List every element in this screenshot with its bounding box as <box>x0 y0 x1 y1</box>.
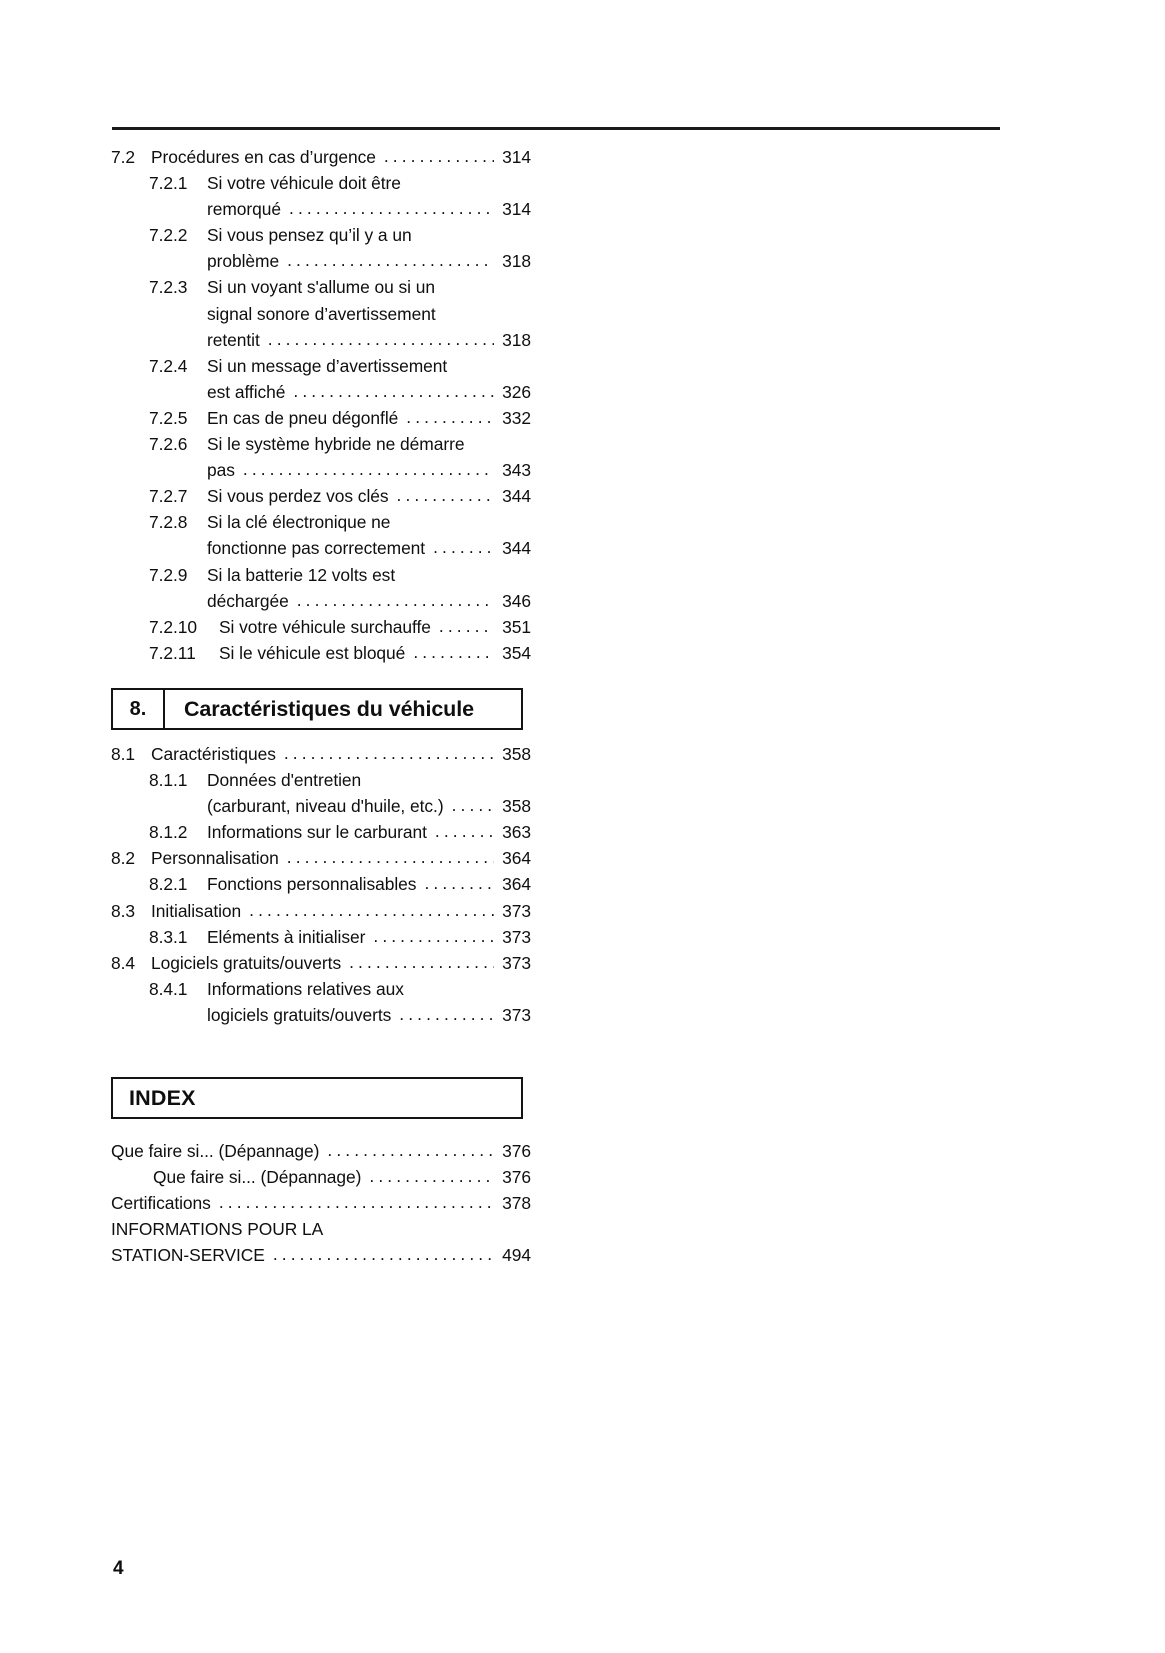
toc-entry-last-line <box>207 379 531 405</box>
toc-entry-wrapped-line <box>207 976 531 1002</box>
toc-entry-body <box>153 1164 531 1190</box>
toc-entry-last-line <box>111 1242 531 1268</box>
toc-entry-body <box>207 405 531 431</box>
toc-entry-page: 358 <box>502 796 531 817</box>
toc-section-chapter-8 <box>111 741 531 1028</box>
toc-entry-number: 7.2.5 <box>149 407 188 428</box>
toc-entry-last-line <box>207 327 531 353</box>
toc-entry-last-line <box>219 640 531 666</box>
toc-entry-number: 8.3.1 <box>149 926 188 947</box>
toc-entry-last-line <box>111 1138 531 1164</box>
toc-entry[interactable] <box>111 1164 531 1190</box>
toc-entry-body <box>207 274 531 352</box>
toc-entry-title: Si vous perdez vos clés <box>207 486 389 507</box>
toc-entry[interactable] <box>111 924 531 950</box>
dot-leader <box>373 923 494 949</box>
dot-leader <box>406 404 494 430</box>
toc-entry-body <box>207 819 531 845</box>
toc-entry-title: Si un message d’avertissement <box>207 355 448 376</box>
toc-entry-title: fonctionne pas correctement <box>207 538 426 559</box>
dot-leader <box>433 534 494 560</box>
toc-entry-body <box>111 1216 531 1268</box>
toc-entry-last-line <box>207 793 531 819</box>
toc-entry-page: 376 <box>502 1141 531 1161</box>
toc-entry-number: 7.2.9 <box>149 564 188 585</box>
toc-entry-page: 364 <box>502 848 531 869</box>
toc-entry-page: 358 <box>502 744 531 764</box>
toc-entry-body <box>207 924 531 950</box>
toc-entry-last-line <box>207 819 531 845</box>
toc-entry-page: 378 <box>502 1193 531 1214</box>
toc-entry-page: 343 <box>502 460 531 481</box>
toc-entry-body <box>207 222 531 274</box>
dot-leader <box>268 326 494 352</box>
toc-entry-number: 7.2.11 <box>149 642 196 663</box>
toc-entry-title: Si vous pensez qu’il y a un <box>207 225 412 246</box>
toc-entry-page: 373 <box>502 900 531 921</box>
toc-entry-page: 373 <box>502 1004 531 1025</box>
toc-entry-wrapped-line <box>207 274 531 300</box>
toc-entry-last-line <box>207 1002 531 1028</box>
toc-entry[interactable] <box>111 819 531 845</box>
toc-entry-body <box>207 170 531 222</box>
toc-section-index <box>111 1138 531 1268</box>
toc-entry-last-line <box>207 405 531 431</box>
toc-entry[interactable] <box>111 483 531 509</box>
toc-entry-last-line <box>207 588 531 614</box>
toc-entry-body <box>151 950 531 976</box>
toc-entry-page: 363 <box>502 822 531 843</box>
toc-entry-title: Eléments à initialiser <box>207 926 366 947</box>
toc-entry[interactable] <box>111 1138 531 1164</box>
dot-leader <box>413 639 494 665</box>
toc-entry-title: déchargée <box>207 590 289 611</box>
dot-leader <box>287 844 494 870</box>
toc-entry-title: Si votre véhicule doit être <box>207 173 401 194</box>
toc-entry-title: est affiché <box>207 381 286 402</box>
toc-entry[interactable] <box>111 898 531 924</box>
dot-leader <box>435 818 494 844</box>
toc-entry-body <box>151 741 531 767</box>
toc-entry-title: Si un voyant s'allume ou si un <box>207 277 436 298</box>
toc-entry-number: 8.4 <box>111 952 136 973</box>
toc-entry-last-line <box>207 535 531 561</box>
toc-entry-page: 318 <box>502 251 531 272</box>
dot-leader <box>397 482 494 508</box>
toc-entry-body <box>207 562 531 614</box>
toc-entry-title: Caractéristiques <box>151 744 276 764</box>
toc-entry-body <box>151 845 531 871</box>
header-rule <box>112 127 1000 130</box>
dot-leader <box>327 1137 494 1163</box>
toc-entry[interactable] <box>111 144 531 170</box>
dot-leader <box>349 949 494 975</box>
toc-entry-page: 351 <box>502 616 531 637</box>
toc-entry-title: Si la batterie 12 volts est <box>207 564 396 585</box>
toc-entry-title: Si votre véhicule surchauffe <box>219 616 431 637</box>
toc-entry-page: 364 <box>502 874 531 895</box>
toc-entry-last-line <box>207 871 531 897</box>
dot-leader <box>369 1163 494 1189</box>
dot-leader <box>219 1189 494 1215</box>
toc-entry-page: 344 <box>502 538 531 559</box>
toc-entry-title: Personnalisation <box>151 848 279 869</box>
toc-entry-number: 7.2.3 <box>149 277 188 298</box>
dot-leader <box>384 143 494 169</box>
toc-entry-title: INFORMATIONS POUR LA <box>111 1219 324 1240</box>
toc-entry-page: 354 <box>502 642 531 663</box>
toc-entry-body <box>207 871 531 897</box>
toc-entry-body <box>151 898 531 924</box>
dot-leader <box>424 870 494 896</box>
toc-entry-last-line <box>207 924 531 950</box>
toc-entry-body <box>207 509 531 561</box>
toc-entry-number: 7.2.10 <box>149 616 198 637</box>
dot-leader <box>273 1241 494 1267</box>
dot-leader <box>249 897 494 923</box>
toc-entry-body <box>219 640 531 666</box>
toc-entry-page: 344 <box>502 486 531 507</box>
toc-entry-title: retentit <box>207 329 260 350</box>
toc-entry-title: remorqué <box>207 199 282 220</box>
dot-leader <box>439 613 494 639</box>
toc-entry-page: 332 <box>502 407 531 428</box>
toc-entry-last-line <box>219 614 531 640</box>
toc-entry[interactable] <box>111 1216 531 1268</box>
toc-entry[interactable] <box>111 170 531 222</box>
toc-entry-title: Certifications <box>111 1193 211 1214</box>
toc-entry-last-line <box>153 1164 531 1190</box>
toc-entry[interactable] <box>111 274 531 352</box>
toc-entry-body <box>207 431 531 483</box>
toc-entry-title: Que faire si... (Dépannage) <box>153 1167 362 1188</box>
toc-entry-last-line <box>207 483 531 509</box>
toc-entry-wrapped-line <box>207 509 531 535</box>
index-heading <box>111 1077 523 1119</box>
toc-entry-wrapped-line <box>207 353 531 379</box>
toc-entry-number: 7.2.6 <box>149 434 188 455</box>
toc-entry-last-line <box>151 741 531 767</box>
toc-entry-number: 7.2.8 <box>149 512 188 533</box>
toc-entry-number: 8.4.1 <box>149 978 188 999</box>
toc-entry-page: 314 <box>502 199 531 220</box>
toc-entry-last-line <box>207 248 531 274</box>
toc-entry-title: En cas de pneu dégonflé <box>207 407 399 428</box>
dot-leader <box>289 195 494 221</box>
toc-entry-page: 346 <box>502 590 531 611</box>
dot-leader <box>297 587 494 613</box>
toc-entry-page: 326 <box>502 381 531 402</box>
toc-entry-last-line <box>151 898 531 924</box>
toc-entry-last-line <box>207 196 531 222</box>
toc-entry-number: 8.3 <box>111 900 136 921</box>
toc-entry-page: 318 <box>502 329 531 350</box>
toc-entry[interactable] <box>111 353 531 405</box>
toc-entry-page: 373 <box>502 926 531 947</box>
toc-entry-page: 494 <box>502 1245 531 1266</box>
toc-entry[interactable] <box>111 431 531 483</box>
dot-leader <box>287 247 494 273</box>
toc-entry[interactable] <box>111 640 531 666</box>
toc-entry[interactable] <box>111 976 531 1028</box>
toc-entry-page: 376 <box>502 1167 531 1188</box>
toc-entry-title: Logiciels gratuits/ouverts <box>151 952 342 973</box>
toc-entry-body <box>207 353 531 405</box>
toc-entry-title: Initialisation <box>151 900 242 921</box>
toc-entry-wrapped-line <box>207 301 531 327</box>
toc-entry-last-line <box>151 950 531 976</box>
toc-entry-wrapped-line <box>111 1216 531 1242</box>
toc-entry-number: 7.2.4 <box>149 355 188 376</box>
toc-entry-number: 8.1.2 <box>149 822 188 843</box>
toc-entry-title: signal sonore d’avertissement <box>207 303 436 324</box>
toc-entry-body <box>111 1190 531 1216</box>
toc-entry-title: pas <box>207 460 235 481</box>
chapter-title: Caractéristiques du véhicule <box>184 696 474 721</box>
toc-entry-title: Données d'entretien <box>207 770 362 791</box>
toc-entry-wrapped-line <box>207 431 531 457</box>
toc-entry[interactable] <box>111 562 531 614</box>
toc-entry-number: 8.2.1 <box>149 874 188 895</box>
toc-entry-last-line <box>207 457 531 483</box>
toc-entry-wrapped-line <box>207 767 531 793</box>
toc-entry[interactable] <box>111 845 531 871</box>
chapter-heading-8 <box>111 688 523 730</box>
toc-entry-title: problème <box>207 251 280 272</box>
toc-entry-wrapped-line <box>207 170 531 196</box>
dot-leader <box>452 792 494 818</box>
toc-entry[interactable] <box>111 405 531 431</box>
dot-leader <box>293 378 494 404</box>
toc-entry-number: 8.1.1 <box>149 770 188 791</box>
dot-leader <box>399 1001 494 1027</box>
toc-entry-last-line <box>151 144 531 170</box>
toc-entry[interactable] <box>111 222 531 274</box>
toc-entry[interactable] <box>111 950 531 976</box>
dot-leader <box>284 740 494 766</box>
toc-entry-wrapped-line <box>207 222 531 248</box>
toc-entry-body <box>207 976 531 1028</box>
toc-entry[interactable] <box>111 871 531 897</box>
toc-entry[interactable] <box>111 741 531 767</box>
toc-entry-body <box>219 614 531 640</box>
toc-entry[interactable] <box>111 767 531 819</box>
toc-entry-title: Procédures en cas d’urgence <box>151 147 376 167</box>
toc-entry-number: 7.2.1 <box>149 173 188 194</box>
toc-entry-body <box>207 483 531 509</box>
toc-entry-body <box>111 1138 531 1164</box>
toc-entry-last-line <box>111 1190 531 1216</box>
toc-entry-number: 8.2 <box>111 848 136 869</box>
toc-entry-number: 7.2.2 <box>149 225 188 246</box>
toc-entry-title: Si la clé électronique ne <box>207 512 391 533</box>
toc-entry-title: Fonctions personnalisables <box>207 874 417 895</box>
toc-entry-page: 314 <box>502 147 531 167</box>
toc-entry[interactable] <box>111 614 531 640</box>
toc-entry-title: Informations sur le carburant <box>207 822 427 843</box>
toc-entry[interactable] <box>111 1190 531 1216</box>
toc-entry-number: 7.2.7 <box>149 486 188 507</box>
toc-entry-number: 7.2 <box>111 147 136 167</box>
toc-entry-title: logiciels gratuits/ouverts <box>207 1004 392 1025</box>
toc-entry-title: Informations relatives aux <box>207 978 404 999</box>
toc-entry-body <box>151 144 531 170</box>
toc-entry-page: 373 <box>502 952 531 973</box>
toc-entry-title: STATION-SERVICE <box>111 1245 265 1266</box>
toc-entry-title: (carburant, niveau d'huile, etc.) <box>207 796 444 817</box>
page-number: 4 <box>113 1558 124 1579</box>
dot-leader <box>243 456 494 482</box>
toc-entry-title: Si le système hybride ne démarre <box>207 434 465 455</box>
toc-section-chapter-7 <box>111 144 531 666</box>
toc-entry-number: 8.1 <box>111 744 136 764</box>
toc-entry-last-line <box>151 845 531 871</box>
chapter-number: 8. <box>113 690 165 728</box>
toc-entry[interactable] <box>111 509 531 561</box>
toc-entry-title: Que faire si... (Dépannage) <box>111 1141 320 1161</box>
toc-entry-body <box>207 767 531 819</box>
index-title: INDEX <box>129 1085 196 1110</box>
toc-entry-wrapped-line <box>207 562 531 588</box>
toc-entry-title: Si le véhicule est bloqué <box>219 642 406 663</box>
